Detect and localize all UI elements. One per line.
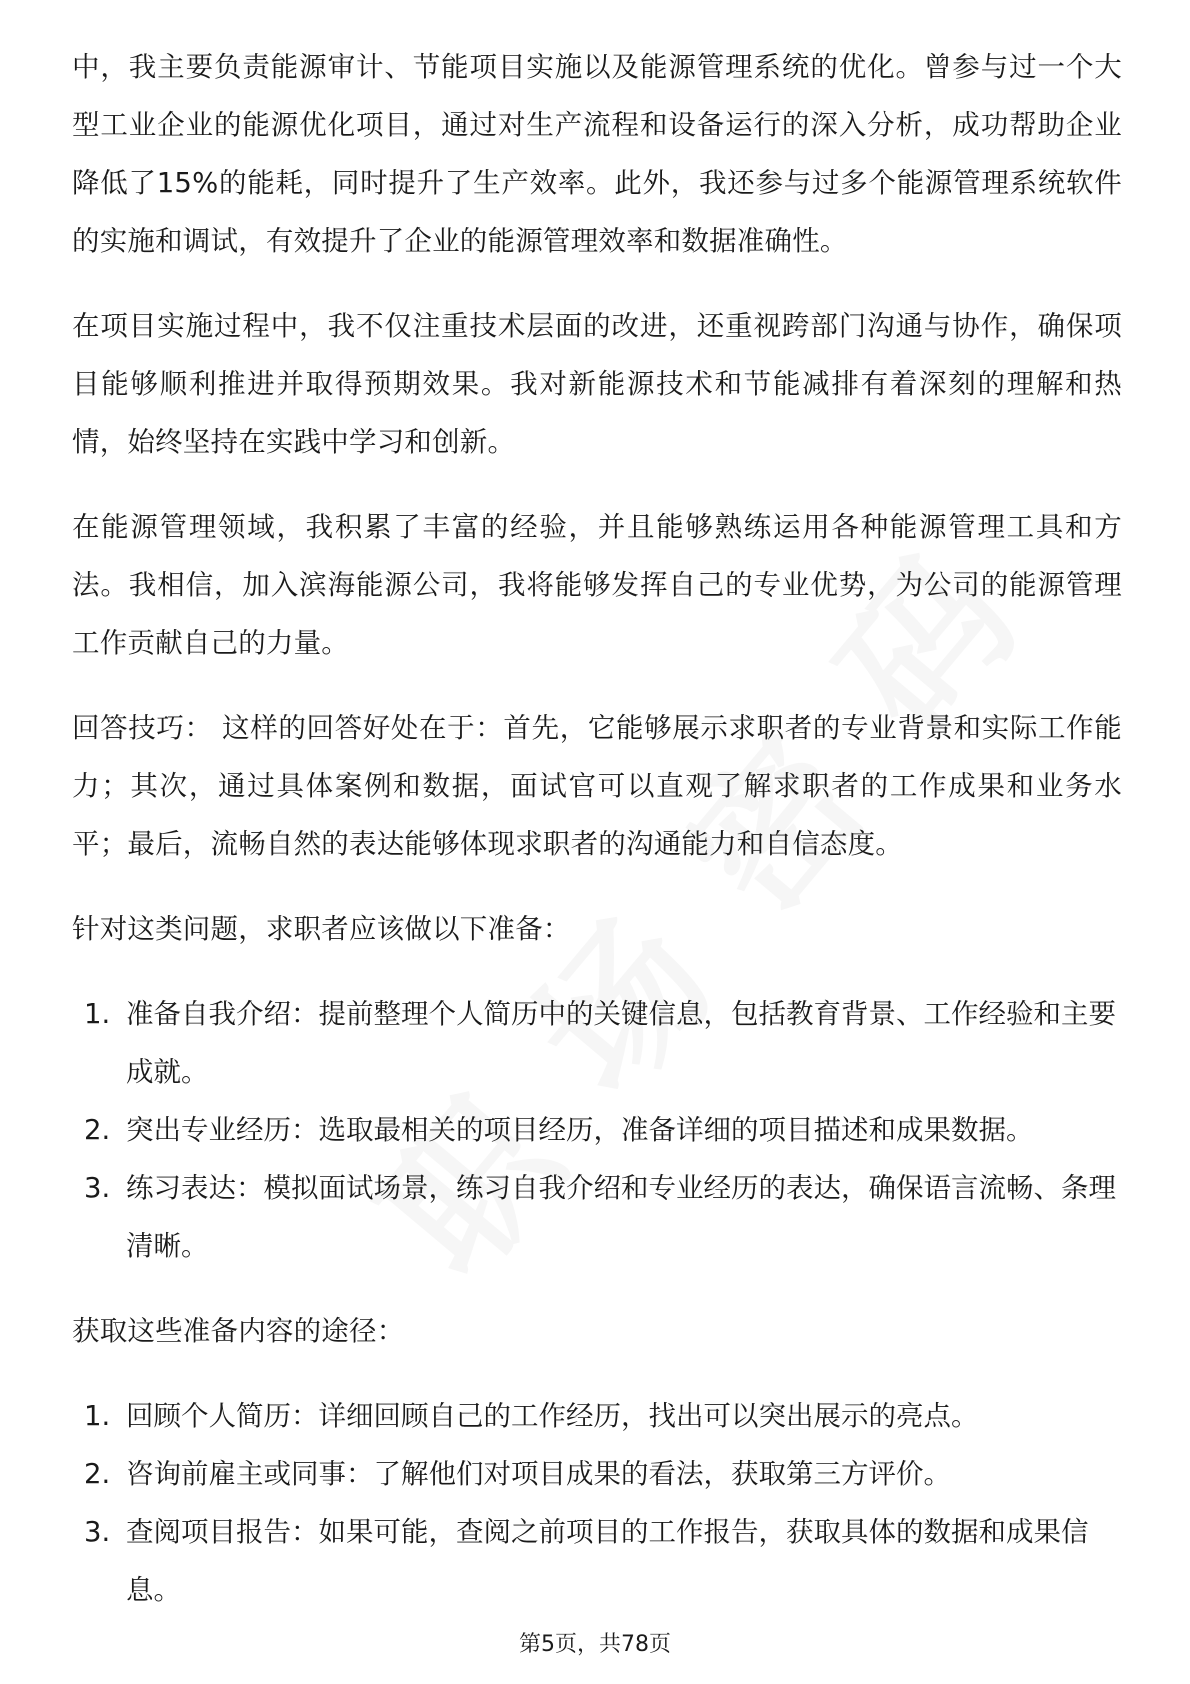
paragraph-experience: 中，我主要负责能源审计、节能项目实施以及能源管理系统的优化。曾参与过一个大型工业企业的能源优化项目，通过对生产流程和设备运行的深入分析，成功帮助企业降低了15%的能耗，同时提升了生产效率。此外，我还参与过多个能源管理系统软件的实施和调试，有效提升了企业的能源管理效率和数据准确性。 — [72, 51, 1122, 257]
list-number: 2. — [84, 1114, 111, 1146]
page-footer: 第5页，共78页 — [519, 1632, 671, 1657]
paragraph-motivation: 在能源管理领域，我积累了丰富的经验，并且能够熟练运用各种能源管理工具和方法。我相信，加入滨海能源公司，我将能够发挥自己的专业优势，为公司的能源管理工作贡献自己的力量。 — [72, 511, 1122, 659]
list-item — [72, 1159, 1122, 1275]
list-item-text: 准备自我介绍：提前整理个人简历中的关键信息，包括教育背景、工作经验和主要成就。 — [126, 998, 1116, 1088]
list-item — [72, 1387, 1122, 1445]
sources-heading: 获取这些准备内容的途径： — [72, 1315, 405, 1347]
list-number: 1. — [84, 998, 111, 1030]
list-item-text: 咨询前雇主或同事：了解他们对项目成果的看法，获取第三方评价。 — [126, 1458, 951, 1490]
list-item — [72, 1101, 1122, 1159]
document-body — [72, 38, 1122, 1646]
list-number: 1. — [84, 1400, 111, 1432]
sources-list — [72, 1387, 1122, 1619]
list-item — [72, 1445, 1122, 1503]
list-item — [72, 1503, 1122, 1619]
list-item-text: 回顾个人简历：详细回顾自己的工作经历，找出可以突出展示的亮点。 — [126, 1400, 979, 1432]
list-item — [72, 985, 1122, 1101]
paragraph-answer-tips: 回答技巧： 这样的回答好处在于：首先，它能够展示求职者的专业背景和实际工作能力；其次，通过具体案例和数据，面试官可以直观了解求职者的工作成果和业务水平；最后，流畅自然的表达能够体现求职者的沟通能力和自信态度。 — [72, 712, 1122, 860]
list-number: 2. — [84, 1458, 111, 1490]
list-number: 3. — [84, 1172, 111, 1204]
prep-list — [72, 985, 1122, 1275]
paragraph-collaboration: 在项目实施过程中，我不仅注重技术层面的改进，还重视跨部门沟通与协作，确保项目能够顺利推进并取得预期效果。我对新能源技术和节能减排有着深刻的理解和热情，始终坚持在实践中学习和创新。 — [72, 310, 1122, 458]
paragraph-prep-intro: 针对这类问题，求职者应该做以下准备： — [72, 913, 571, 945]
list-item-text: 练习表达：模拟面试场景，练习自我介绍和专业经历的表达，确保语言流畅、条理清晰。 — [126, 1172, 1116, 1262]
list-item-text: 查阅项目报告：如果可能，查阅之前项目的工作报告，获取具体的数据和成果信息。 — [126, 1516, 1089, 1606]
list-number: 3. — [84, 1516, 111, 1548]
list-item-text: 突出专业经历：选取最相关的项目经历，准备详细的项目描述和成果数据。 — [126, 1114, 1034, 1146]
